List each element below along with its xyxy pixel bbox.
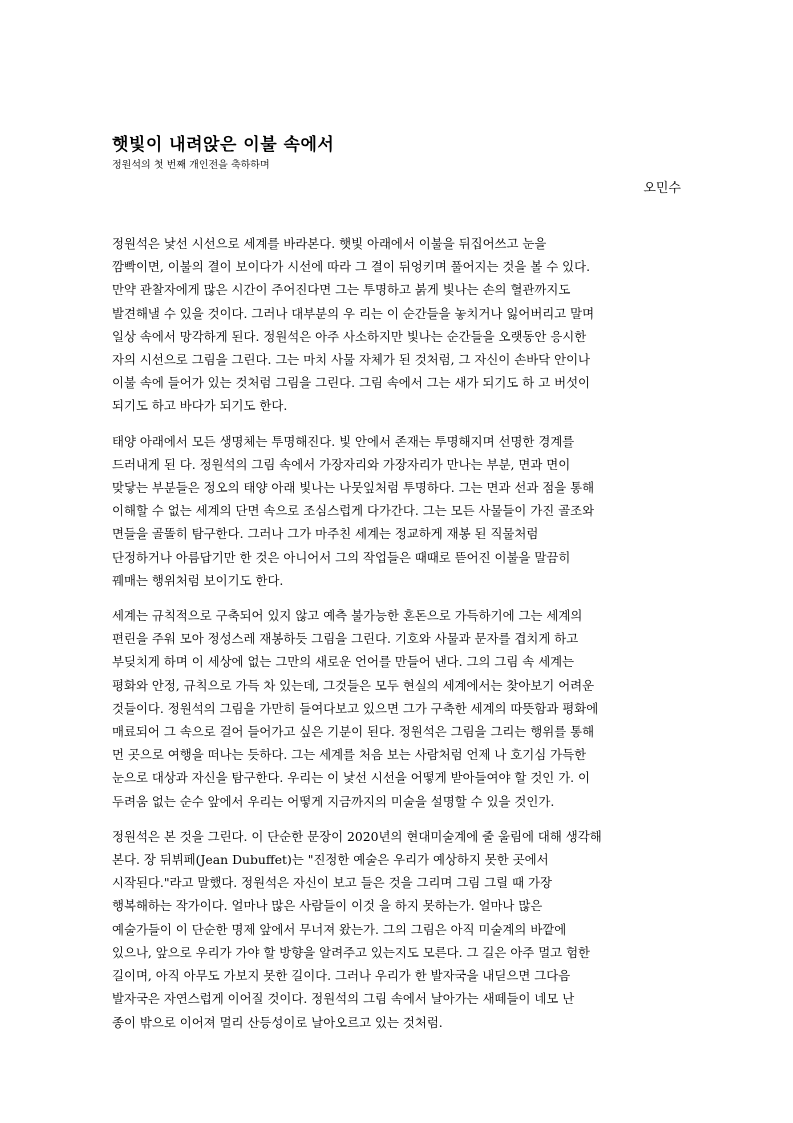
document-author: 오민수 (643, 181, 681, 196)
text-line: 깜빡이면, 이불의 결이 보이다가 시선에 따라 그 결이 뒤엉키며 풀어지는 것을 볼 수 있다. (112, 259, 591, 275)
paragraph (112, 430, 682, 592)
text-line: 발견해낼 수 있을 것이다. 그러나 대부분의 우 리는 이 순간들을 놓치거나 잃어버리고 말며 (112, 305, 595, 321)
text-line: 자의 시선으로 그림을 그린다. 그는 마치 사물 자체가 된 것처럼, 그 자신이 손바닥 안이나 (112, 352, 591, 368)
text-line: 평화와 안정, 규칙으로 가득 차 있는데, 그것들은 모두 현실의 세계에서는 찾아보기 어려운 (112, 677, 595, 693)
text-line: 행복해하는 작가이다. 얼마나 많은 사람들이 이것 을 하지 못하는가. 얼마나 많은 (112, 898, 543, 914)
text-line: 이해할 수 없는 세계의 단면 속으로 조심스럽게 다가간다. 그는 모든 사물들이 가진 골조와 (112, 503, 595, 519)
text-line: 길이며, 아직 아무도 가보지 못한 길이다. 그러나 우리가 한 발자국을 내딛으면 그다음 (112, 968, 571, 984)
text-line: 있으나, 앞으로 우리가 가야 할 방향을 알려주고 있는지도 모른다. 그 길은 아주 멀고 험한 (112, 944, 591, 960)
text-line: 먼 곳으로 여행을 떠나는 듯하다. 그는 세계를 처음 보는 사람처럼 언제 나 호기심 가득한 (112, 747, 587, 763)
text-line: 편린을 주워 모아 정성스레 재봉하듯 그림을 그린다. 기호와 사물과 문자를 겹치게 하고 (112, 631, 579, 647)
text-line: 만약 관찰자에게 많은 시간이 주어진다면 그는 투명하고 붉게 빛나는 손의 혈관까지도 (112, 282, 571, 298)
paragraph (112, 604, 682, 813)
document-title: 햇빛이 내려앉은 이불 속에서 (112, 135, 335, 155)
text-line: 본다. 장 뒤뷔페(Jean Dubuffet)는 "진정한 예술은 우리가 예상하지 못한 곳에서 (112, 852, 549, 868)
text-line: 예술가들이 이 단순한 명제 앞에서 무너져 왔는가. 그의 그림은 아직 미술계의 바깥에 (112, 921, 567, 937)
text-line: 시작된다."라고 말했다. 정원석은 자신이 보고 들은 것을 그리며 그림 그릴 때 가장 (112, 875, 552, 891)
text-line: 태양 아래에서 모든 생명체는 투명해진다. 빛 안에서 존재는 투명해지며 선명한 경계를 (112, 433, 575, 449)
text-line: 것들이다. 정원석의 그림을 가만히 들여다보고 있으면 그가 구축한 세계의 따뜻함과 평화에 (112, 700, 599, 716)
text-line: 발자국은 자연스럽게 이어질 것이다. 정원석의 그림 속에서 날아가는 새떼들이 네모 난 (112, 991, 575, 1007)
text-line: 이불 속에 들어가 있는 것처럼 그림을 그린다. 그림 속에서 그는 새가 되기도 하 고 버섯이 (112, 375, 591, 391)
text-line: 세계는 규칙적으로 구축되어 있지 않고 예측 불가능한 혼돈으로 가득하기에 그는 세계의 (112, 608, 583, 624)
text-line: 두려움 없는 순수 앞에서 우리는 어떻게 지금까지의 미술을 설명할 수 있을 것인가. (112, 793, 555, 809)
document-body (112, 232, 682, 1046)
text-line: 단정하거나 아름답기만 한 것은 아니어서 그의 작업들은 때때로 뜯어진 이불을 말끔히 (112, 549, 571, 565)
text-line: 부딪치게 하며 이 세상에 없는 그만의 새로운 언어를 만들어 낸다. 그의 그림 속 세계는 (112, 654, 575, 670)
text-line: 정원석은 본 것을 그린다. 이 단순한 문장이 2020년의 현대미술계에 줄 울림에 대해 생각해 (112, 828, 602, 844)
text-line: 일상 속에서 망각하게 된다. 정원석은 아주 사소하지만 빛나는 순간들을 오랫동안 응시한 (112, 328, 587, 344)
text-line: 되기도 하고 바다가 되기도 한다. (112, 398, 288, 414)
text-line: 종이 밖으로 이어져 멀리 산등성이로 날아오르고 있는 것처럼. (112, 1014, 443, 1030)
text-line: 눈으로 대상과 자신을 탐구한다. 우리는 이 낯선 시선을 어떻게 받아들여야 할 것인 가. 이 (112, 770, 591, 786)
text-line: 면들을 골똘히 탐구한다. 그러나 그가 마주친 세계는 정교하게 재봉 된 직물처럼 (112, 526, 539, 542)
paragraph (112, 232, 682, 418)
text-line: 정원석은 낯선 시선으로 세계를 바라본다. 햇빛 아래에서 이불을 뒤집어쓰고 눈을 (112, 236, 547, 251)
text-line: 꿰매는 행위처럼 보이기도 한다. (112, 572, 284, 588)
text-line: 드러내게 된 다. 정원석의 그림 속에서 가장자리와 가장자리가 만나는 부분, 면과 면이 (112, 456, 571, 472)
document-subtitle: 정원석의 첫 번째 개인전을 축하하며 (112, 160, 270, 171)
text-line: 맞닿는 부분들은 정오의 태양 아래 빛나는 나뭇잎처럼 투명하다. 그는 면과 선과 점을 통해 (112, 480, 595, 496)
paragraph (112, 825, 682, 1034)
text-line: 매료되어 그 속으로 걸어 들어가고 싶은 기분이 된다. 정원석은 그림을 그리는 행위를 통해 (112, 724, 595, 740)
